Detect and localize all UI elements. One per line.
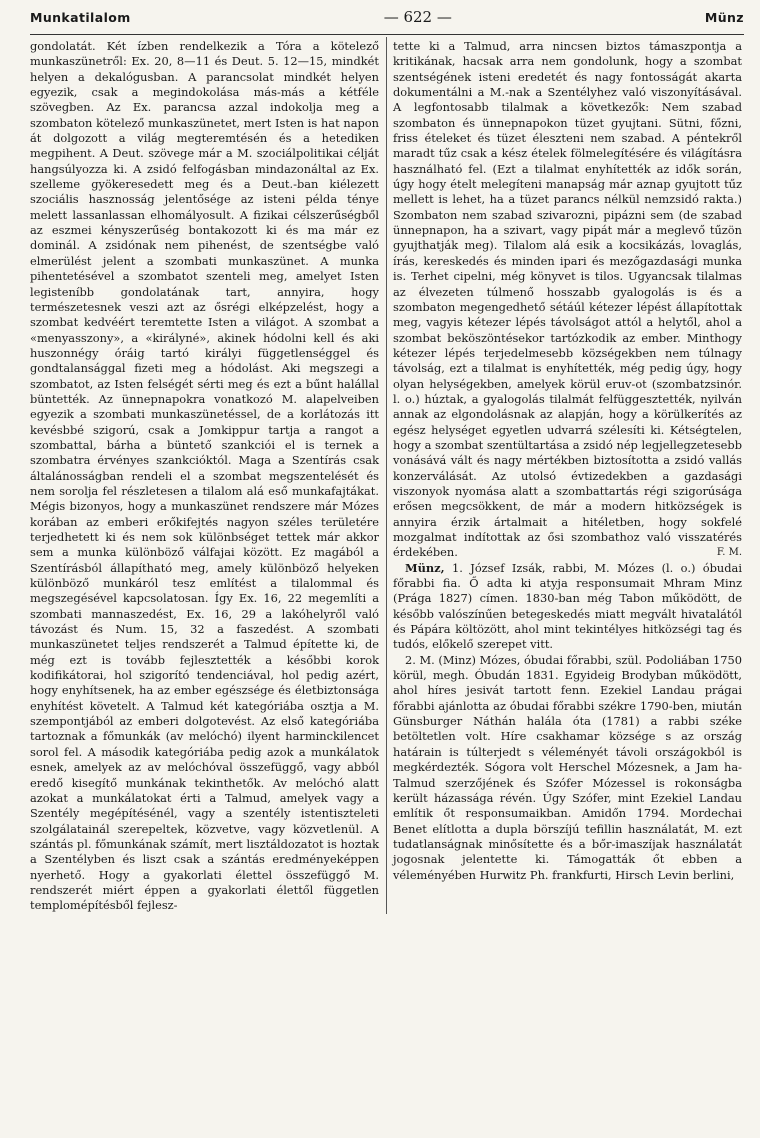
- continuation-text: tette ki a Talmud, arra nincsen biztos támaszpontja a kritikának, hacsak arra nem gondolunk, hogy a szombat szentségének isteni eredetét és nagy fontosságát akarta dokumentálni a M.-nak a Szentélyhez való viszonyításával. A legfontosabb tilalmak a következők: Nem szabad szombaton és ünnepnapokon tüzet gyujtani. Sütni, főzni, friss ételeket és tüzet éleszteni nem szabad. A péntekről maradt tűz csak a kész ételek fölmelegítésére és világításra használható fel. (Ezt a tilalmat enyhítették az idők során, úgy hogy ételt melegíteni manapság már aznap gyujtott tűz mellett is lehet, ha a tüzet parancs nélkül nemzsidó rakta.) Szombaton nem szabad szivarozni, pipázni sem (de szabad ünnepnapon, ha a szivart, vagy pipát már a meglevő tűzön gyujthatják meg). Tilalom alá esik a kocsikázás, lovaglás, írás, kereskedés és minden ipari és mezőgazdasági munka is. Terhet cipelni, még könyvet is tilos. Ugyancsak tilalmas az élvezeten túlmenő hosszabb gyalogolás is és a szombaton megengedhető sétáúl kétezer lépést állapítottak meg, vagyis kétezer lépés távolságot attól a helytől, ahol a szombat beköszöntésekor tartózkodik az ember. Minthogy kétezer lépés terjedelmesebb községekben nem túlnagy távolság, ezt a tilalmat is enyhítették, még pedig úgy, hogy olyan helységekben, amelyek körül eruv-ot (szombatzsinór. l. o.) húztak, a gyalogolás tilalmát felfüggesztették, nyilván annak az elgondolásnak az alapján, hogy a körülkerítés az egész helységet egyetlen udvarrá szélesíti ki. Kétségtelen, hogy a szombat szentültartása a zsidó nép legjellegzetesebb vonásává vált és nagy mértékben biztosította a zsidó vallás konzerválását. Az utolsó évtizedekben a gazdasági viszonyok nyomása alatt a szombattartás régi szigorúsága erősen megcsökkent, de már a modern hitközségek is annyira érzik ártalmait a hitéletben, hogy sokfelé mozgalmat indítottak az ősi szombathoz való visszatérés érdekében.: [393, 39, 742, 560]
- entry-1-text: 1. József Izsák, rabbi, M. Mózes (l. o.) óbudai főrabbi fia. Ő adta ki atyja responsumait Mhram Minz (Prága 1827) címen. 1830-ban még Tabon működött, de később valószínűen betegeskedés miatt megvált hivatalától és Pápára költözött, ahol mint tekintélyes hitközségi tag és tudós, előkelő szerepet vitt.: [393, 560, 742, 652]
- author-signature: F. M.: [716, 547, 742, 559]
- right-column: [393, 39, 742, 914]
- left-column-text: gondolatát. Két ízben rendelkezik a Tóra a kötelező munkaszünetről: Ex. 20, 8—11 és Deut. 5. 12—15, mindkét helyen a dekalógusban. A parancsolat mindkét helyen egyezik, csak a megindokolása más-más a kétféle szövegben. Az Ex. parancsa azzal indokolja meg a szombaton kötelező munkaszünetet, mert Isten is hat napon át dolgozott a világ megteremtésén és a hetediken megpihent. A Deut. szövege már a M. szociálpolitikai célját hangsúlyozza ki. A zsidó felfogásban mindazonáltal az Ex. szelleme gyökeresedett meg és a Deut.-ban kiélezett szociális hasznosság jelentősége az isteni példa ténye melett lassanlassan elhomályosult. A fizikai célszerűségből az eszmei kényszerűség bontakozott ki és ma már ez dominál. A zsidónak nem pihenést, de szentségbe való elmerülést jelent a szombati munkaszünet. A munka pihentetésével a szombatot szenteli meg, amelyet Isten legisteníbb gondolatának tart, annyira, hogy természetesnek veszi azt az ősrégi elképzelést, hogy a szombat kedvéért teremtette Isten a világot. A szombat a «menyasszony», a «királyné», akinek hódolni kell és aki huszonnégy óráig tartó királyi függetlenséggel és gondtalansággal fizeti meg a hódolást. Aki megszegi a szombatot, az Isten felségét sérti meg és ezt a bűnt halállal büntették. Az ünnepnapokra vonatkozó M. alapelveiben egyezik a szombati munkaszünetéssel, de a korlátozás itt kevésbbé szigorú, csak a Jomkippur tartja a rangot a szombattal, bárha a büntető szankciói el is ternek a szombatra érvényes szankcióktól. Maga a Szentírás csak általánosságban rendeli el a szombat megszentelését és nem sorolja fel részletesen a tilalom alá eső munkafajtákat. Mégis bizonyos, hogy a munkaszünet rendszere már Mózes korában az emberi erőkifejtés nagyon széles területére terjedhetett ki és nem sok különbséget tettek már akkor sem a munka különböző válfajai között. Ez magából a Szentírásból állapítható meg, amely különböző helyeken különböző munkáról tesz említést a tilalommal és megszegésével kapcsolatosan. Így Ex. 16, 22 megemlíti a szombati mannaszedést, Ex. 16, 29 a lakóhelyről való távozást és Num. 15, 32 a faszedést. A szombati munkaszünetet teljes rendszerét a Talmud építette ki, de még ezt is tovább fejlesztették a későbbi korok kodifikátorai, hol szigorító tendenciával, hol pedig azért, hogy enyhítsenek, ha az ember egészsége és életbiztonsága enyhítést követelt. A Talmud két kategóriába osztja a M. szempontjából az emberi dolgotevést. Az első kategóriába tartoznak a főmunkák (av melóchó) ilyent harminckilencet sorol fel. A második kategóriába pedig azok a munkálatok esnek, amelyek az av melóchóval összefüggő, vagy abból eredő kisegítő munkának tekinthetők. Av melóchó alatt azokat a munkálatokat érti a Talmud, amelyek vagy a Szentély megépítésénél, vagy a szentély istentiszteleti szolgálatainál szerepeltek, közvetve, vagy közvetlenül. A szántás pl. főmunkának számít, mert lisztáldozatot is hoztak a Szentélyben és liszt csak a szántás eredményeképpen nyerhető. Hogy a gyakorlati élettel összefüggő M. rendszerét miért éppen a gyakorlati élettől független templomépítésből fejlesz-: [30, 39, 379, 913]
- column-divider: [386, 37, 387, 914]
- left-column: [30, 39, 379, 914]
- page-header: [30, 8, 744, 35]
- running-head-left: Munkatilalom: [30, 10, 131, 25]
- page-number: — 622 —: [383, 8, 452, 26]
- entry-headword: Münz,: [405, 560, 445, 575]
- entry-munz-1: [393, 561, 742, 653]
- right-column-continuation: [393, 39, 742, 561]
- entry-munz-2: 2. M. (Minz) Mózes, óbudai főrabbi, szül. Podoliában 1750 körül, megh. Óbudán 1831. Egyideig Brodyban működött, ahol híres jesivát tartott fenn. Ezekiel Landau prágai főrabbi ajánlotta az óbudai főrabbi székre 1790-ben, miután Günsburger Náthán halála óta (1781) a rabbi széke betöltetlen volt. Híre csakhamar községe s az ország határain is túlterjedt s véleményét távoli országokból is megkérdezték. Sógora volt Herschel Mózesnek, a Jam ha-Talmud szerzőjének és Szófer Mózessel is rokonságba került házassága révén. Úgy Szófer, mint Ezekiel Landau említik őt responsumaikban. Amidőn 1794. Mordechai Benet elítlotta a dupla börszíjú tefillin használatát, M. ezt tudatlanságnak minősítette és a bőr-imaszíjak használatát jogosnak jelentette ki. Támogatták őt ebben a véleményében Hurwitz Ph. frankfurti, Hirsch Levin berlini,: [393, 652, 742, 882]
- text-columns: [30, 39, 744, 914]
- running-head-right: Münz: [704, 10, 744, 25]
